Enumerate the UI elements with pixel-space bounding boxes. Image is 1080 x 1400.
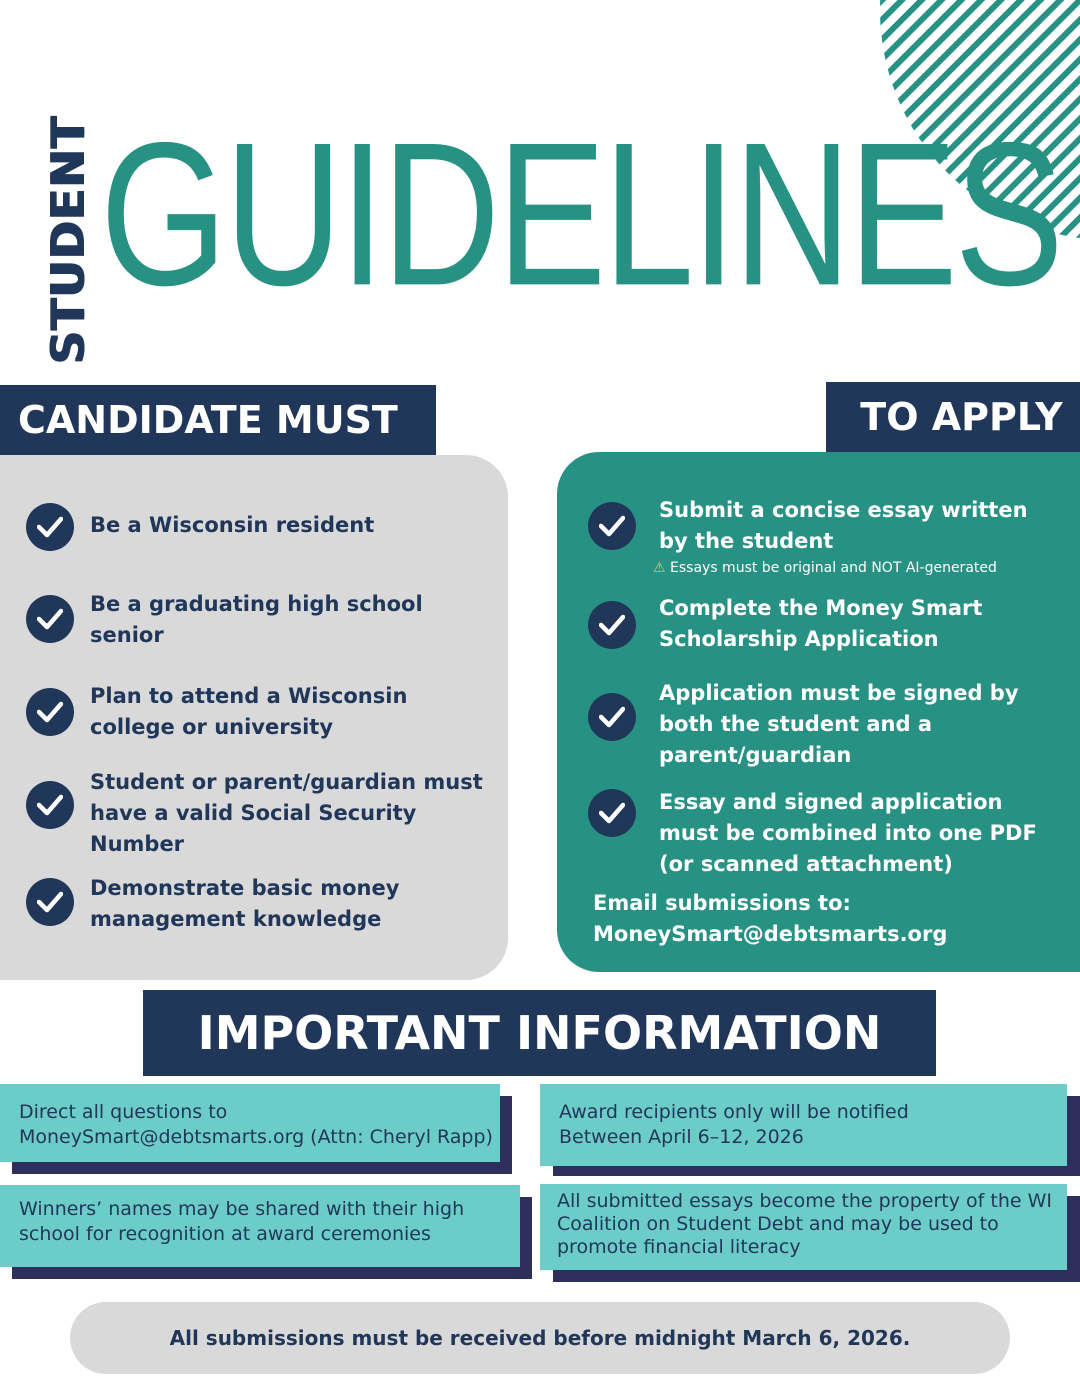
checkmark-icon bbox=[26, 503, 74, 551]
info-line: MoneySmart@debtsmarts.org (Attn: Cheryl Rapp) bbox=[19, 1126, 493, 1148]
email-submission-block bbox=[593, 888, 1053, 950]
deadline-banner: All submissions must be received before midnight March 6, 2026. bbox=[70, 1302, 1010, 1374]
info-line: Coalition on Student Debt and may be used to bbox=[557, 1213, 999, 1235]
candidate-item: Student or parent/guardian must have a valid Social Security Number bbox=[90, 770, 483, 856]
checkmark-icon bbox=[588, 789, 636, 837]
warning-triangle-icon: ⚠ bbox=[653, 560, 666, 576]
checkmark-icon bbox=[26, 781, 74, 829]
checkmark-icon bbox=[588, 502, 636, 550]
checkmark-icon bbox=[588, 693, 636, 741]
to-apply-heading: TO APPLY bbox=[826, 382, 1080, 452]
info-line: Award recipients only will be notified bbox=[559, 1101, 909, 1123]
apply-item: Complete the Money Smart Scholarship Application bbox=[659, 596, 983, 651]
info-line: promote financial literacy bbox=[557, 1236, 801, 1258]
student-vertical-word: STUDENT bbox=[41, 116, 95, 365]
important-information-heading: IMPORTANT INFORMATION bbox=[143, 990, 936, 1076]
apply-item: Essay and signed application must be combined into one PDF (or scanned attachment) bbox=[659, 790, 1037, 876]
info-line: Direct all questions to bbox=[19, 1101, 228, 1123]
checkmark-icon bbox=[26, 595, 74, 643]
candidate-must-heading: CANDIDATE MUST bbox=[0, 385, 436, 455]
info-line: All submitted essays become the property of the WI bbox=[557, 1190, 1053, 1212]
info-box-recognition bbox=[0, 1185, 520, 1267]
email-label: Email submissions to: bbox=[593, 891, 851, 915]
checkmark-icon bbox=[26, 688, 74, 736]
page-title: GUIDELINES bbox=[100, 100, 1061, 329]
warning-note bbox=[653, 560, 997, 576]
email-link[interactable]: MoneySmart@debtsmarts.org bbox=[593, 922, 948, 946]
candidate-item: Be a graduating high school senior bbox=[90, 592, 423, 647]
info-box-notification bbox=[540, 1084, 1067, 1166]
info-line: Between April 6–12, 2026 bbox=[559, 1126, 804, 1148]
info-box-questions bbox=[0, 1084, 500, 1162]
info-line: Winners’ names may be shared with their high bbox=[19, 1198, 465, 1220]
checkmark-icon bbox=[26, 878, 74, 926]
checkmark-icon bbox=[588, 601, 636, 649]
info-box-essay-property bbox=[540, 1184, 1067, 1270]
info-line: school for recognition at award ceremonies bbox=[19, 1223, 431, 1245]
apply-item: Application must be signed by both the student and a parent/guardian bbox=[659, 681, 1019, 767]
warning-text: Essays must be original and NOT AI-generated bbox=[670, 560, 997, 576]
candidate-item: Demonstrate basic money management knowledge bbox=[90, 876, 400, 931]
candidate-item: Plan to attend a Wisconsin college or university bbox=[90, 684, 408, 739]
apply-item: Submit a concise essay written by the student bbox=[659, 498, 1028, 553]
candidate-item: Be a Wisconsin resident bbox=[90, 513, 375, 537]
